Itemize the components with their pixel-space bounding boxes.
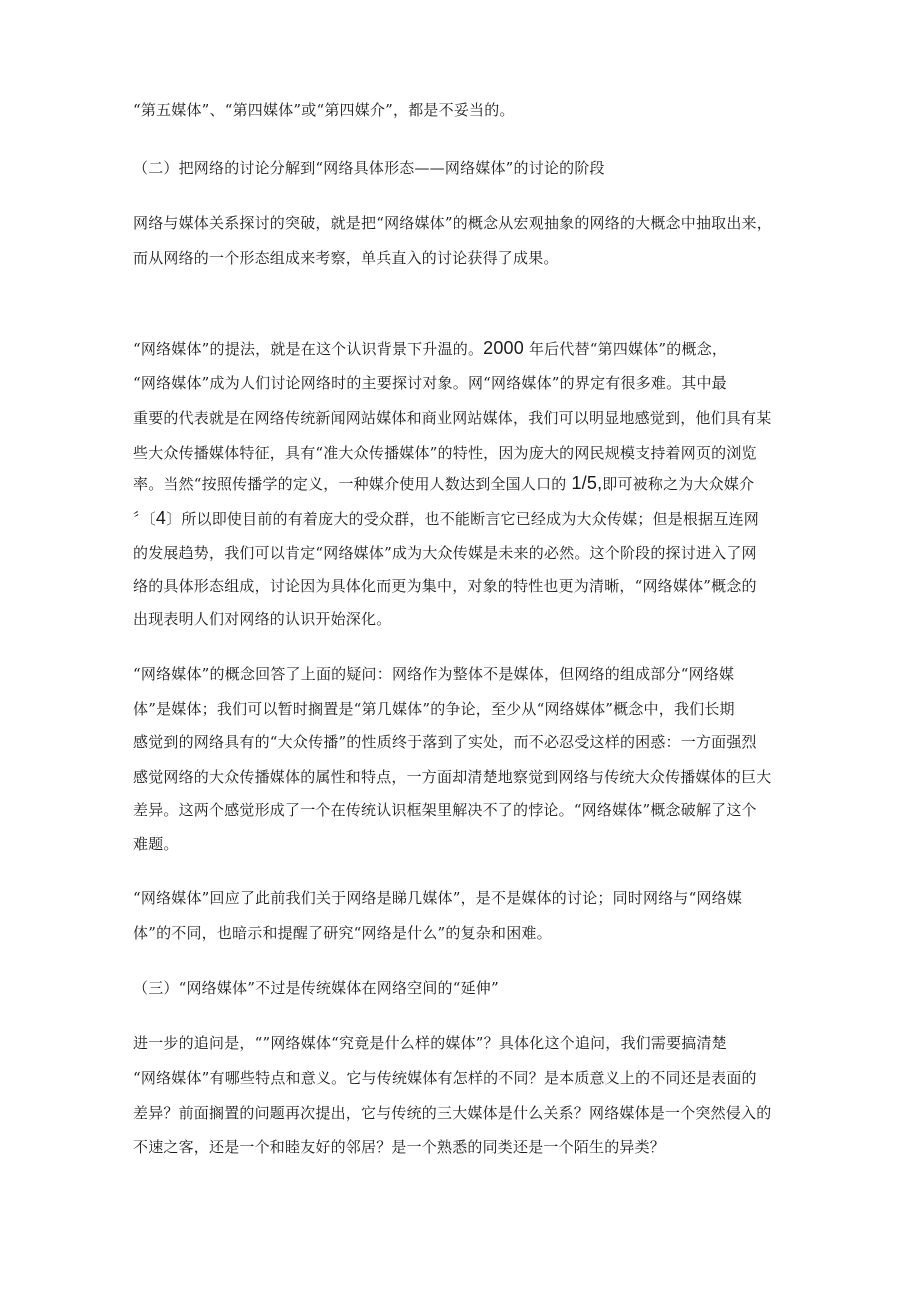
paragraph-line xyxy=(133,338,813,359)
paragraph-line: 而从网络的一个形态组成来考察，单兵直入的讨论获得了成果。 xyxy=(133,249,559,267)
paragraph-line: 感觉网络的大众传播媒体的属性和特点，一方面却清楚地察觉到网络与传统大众传播媒体的巨大 xyxy=(133,768,772,786)
text-run: 年后代替“第四媒体”的概念， xyxy=(523,340,728,358)
paragraph-line: 些大众传播媒体特征，具有“准大众传播媒体”的特性，因为庞大的网民规模支持着网页的浏览 xyxy=(133,444,757,462)
paragraph-line: “网络媒体”的概念回答了上面的疑问：网络作为整体不是媒体，但网络的组成部分“网络媒 xyxy=(133,665,735,683)
paragraph-line: “第五媒体”、“第四媒体”或“第四媒介”，都是不妥当的。 xyxy=(133,101,515,119)
text-run: 〕所以即使目前的有着庞大的受众群，也不能断言它已经成为大众传媒；但是根据互连网 xyxy=(166,510,759,528)
paragraph-line: 差异？前面搁置的问题再次提出，它与传统的三大媒体是什么关系？网络媒体是一个突然侵入的 xyxy=(133,1104,772,1122)
text-run: “网络媒体”的提法，就是在这个认识背景下升温的。 xyxy=(133,340,484,358)
year-number: 2000 xyxy=(483,338,524,358)
paragraph-line: 络的具体形态组成，讨论因为具体化而更为集中，对象的特性也更为清晰，“网络媒体”概念的 xyxy=(133,577,757,595)
paragraph-line: “网络媒体”成为人们讨论网络时的主要探讨对象。网“网络媒体”的界定有很多难。其中最 xyxy=(133,374,727,392)
text-run: 率。当然“按照传播学的定义，一种媒介使用人数达到全国人口的 xyxy=(133,475,572,493)
paragraph-line xyxy=(133,473,813,494)
text-run: 〞〔 xyxy=(133,510,156,528)
paragraph-line: 网络与媒体关系探讨的突破，就是把“网络媒体”的概念从宏观抽象的网络的大概念中抽取出来， xyxy=(133,214,772,232)
paragraph-line: 感觉到的网络具有的“大众传播”的性质终于落到了实处，而不必忍受这样的困惑：一方面强烈 xyxy=(133,733,757,751)
paragraph-line xyxy=(133,508,813,529)
text-run: 即可被称之为大众媒介 xyxy=(602,475,755,493)
section-heading: （二）把网络的讨论分解到“网络具体形态——网络媒体”的讨论的阶段 xyxy=(133,159,605,177)
paragraph-line: 进一步的追问是，“”网络媒体“究竟是什么样的媒体”？具体化这个追问，我们需要搞清楚 xyxy=(133,1034,727,1052)
paragraph-line: 重要的代表就是在网络传统新闻网站媒体和商业网站媒体，我们可以明显地感觉到，他们具有某 xyxy=(133,409,772,427)
paragraph-line: “网络媒体”有哪些特点和意义。它与传统媒体有怎样的不同？是本质意义上的不同还是表面的 xyxy=(133,1069,757,1087)
paragraph-line: 难题。 xyxy=(133,835,179,853)
paragraph-line: 体”是媒体；我们可以暂时搁置是“第几媒体”的争论，至少从“网络媒体”概念中，我们长期 xyxy=(133,700,735,718)
paragraph-line: 差异。这两个感觉形成了一个在传统认识框架里解决不了的悖论。“网络媒体”概念破解了这个 xyxy=(133,801,757,819)
paragraph-line: 体”的不同，也暗示和提醒了研究“网络是什么”的复杂和困难。 xyxy=(133,924,552,942)
paragraph-line: 出现表明人们对网络的认识开始深化。 xyxy=(133,610,392,628)
paragraph-line: 不速之客，还是一个和睦友好的邻居？是一个熟悉的同类还是一个陌生的异类？ xyxy=(133,1138,666,1156)
citation-number: 4 xyxy=(155,508,167,528)
paragraph-line: “网络媒体”回应了此前我们关于网络是睇几媒体”，是不是媒体的讨论；同时网络与“网络媒 xyxy=(133,889,743,907)
paragraph-line: 的发展趋势，我们可以肯定“网络媒体”成为大众传媒是未来的必然。这个阶段的探讨进入了网 xyxy=(133,544,757,562)
fraction-number: 1/5, xyxy=(571,473,603,493)
section-heading: （三）“网络媒体”不过是传统媒体在网络空间的“延伸” xyxy=(133,979,499,997)
